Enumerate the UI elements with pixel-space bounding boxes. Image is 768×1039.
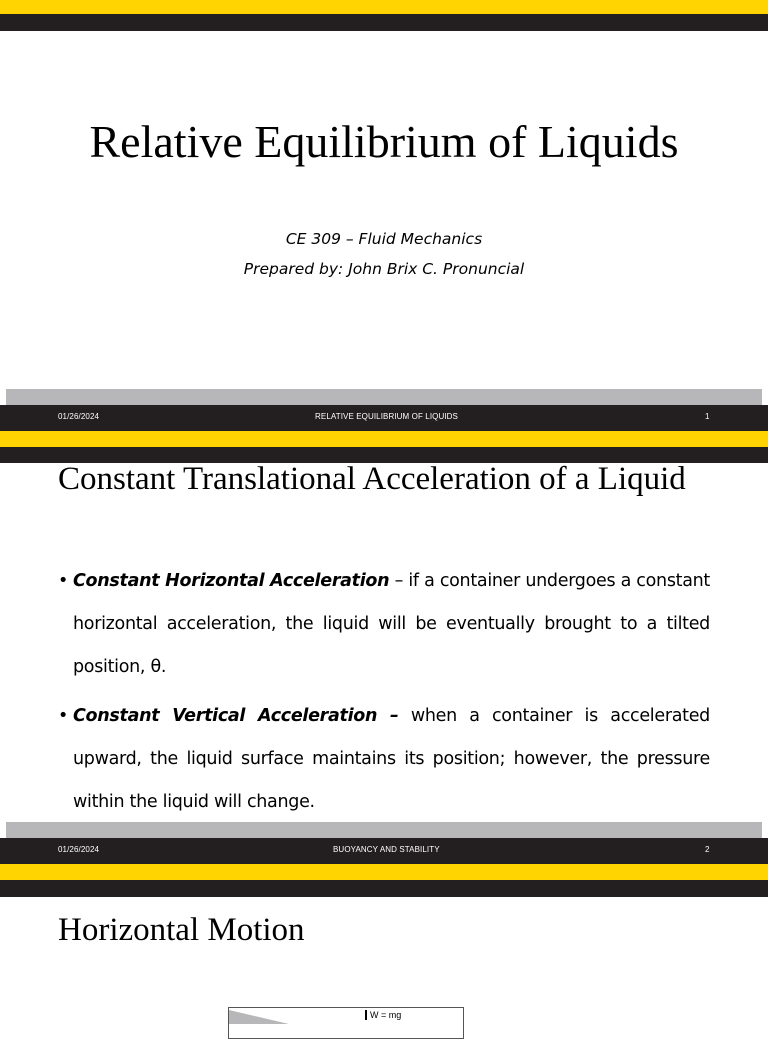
slide-3-title: Horizontal Motion (58, 912, 305, 948)
weight-label: W = mg (365, 1010, 401, 1020)
bullet-text: when a container is accelerated upward, the liquid surface maintains its position; however, the pressure within the liquid will change. (73, 706, 710, 812)
slide-2-footer (0, 838, 768, 864)
slide-2-bullet-list (58, 560, 710, 830)
slide-1-footer-title: RELATIVE EQUILIBRIUM OF LIQUIDS (315, 412, 458, 421)
slide-1-footer-page: 1 (705, 412, 710, 421)
bullet-term: Constant Vertical Acceleration – (73, 706, 399, 726)
bullet-marker: • (58, 706, 69, 726)
slide-2-title: Constant Translational Acceleration of a Liquid (58, 461, 686, 497)
bullet-vertical-acceleration (58, 695, 710, 824)
horizontal-motion-diagram (228, 1007, 464, 1039)
bullet-horizontal-acceleration (58, 560, 710, 689)
tilted-surface-shape (229, 1008, 463, 1038)
slide-3-dark-stripe (0, 880, 768, 897)
slide-1-footer-date: 01/26/2024 (58, 412, 100, 421)
slide-3-accent-stripe (0, 864, 768, 880)
slide-2-footer-date: 01/26/2024 (58, 845, 100, 854)
slide-2-footer-page: 2 (705, 845, 710, 854)
slide-2-footer-title: BUOYANCY AND STABILITY (333, 845, 440, 854)
slide-1-footer (0, 405, 768, 431)
slide-2-accent-stripe (0, 431, 768, 447)
top-accent-stripe (0, 0, 768, 14)
bullet-text: – if a container undergoes a constant horizontal acceleration, the liquid will be eventually brought to a tilted position, θ. (73, 571, 710, 677)
slide-1-title: Relative Equilibrium of Liquids (89, 116, 679, 167)
slide-1-course: CE 309 – Fluid Mechanics (285, 230, 483, 248)
top-dark-stripe (0, 14, 768, 31)
bullet-marker: • (58, 571, 69, 591)
bullet-term: Constant Horizontal Acceleration (73, 571, 390, 591)
slide-1-author: Prepared by: John Brix C. Pronuncial (243, 260, 525, 278)
